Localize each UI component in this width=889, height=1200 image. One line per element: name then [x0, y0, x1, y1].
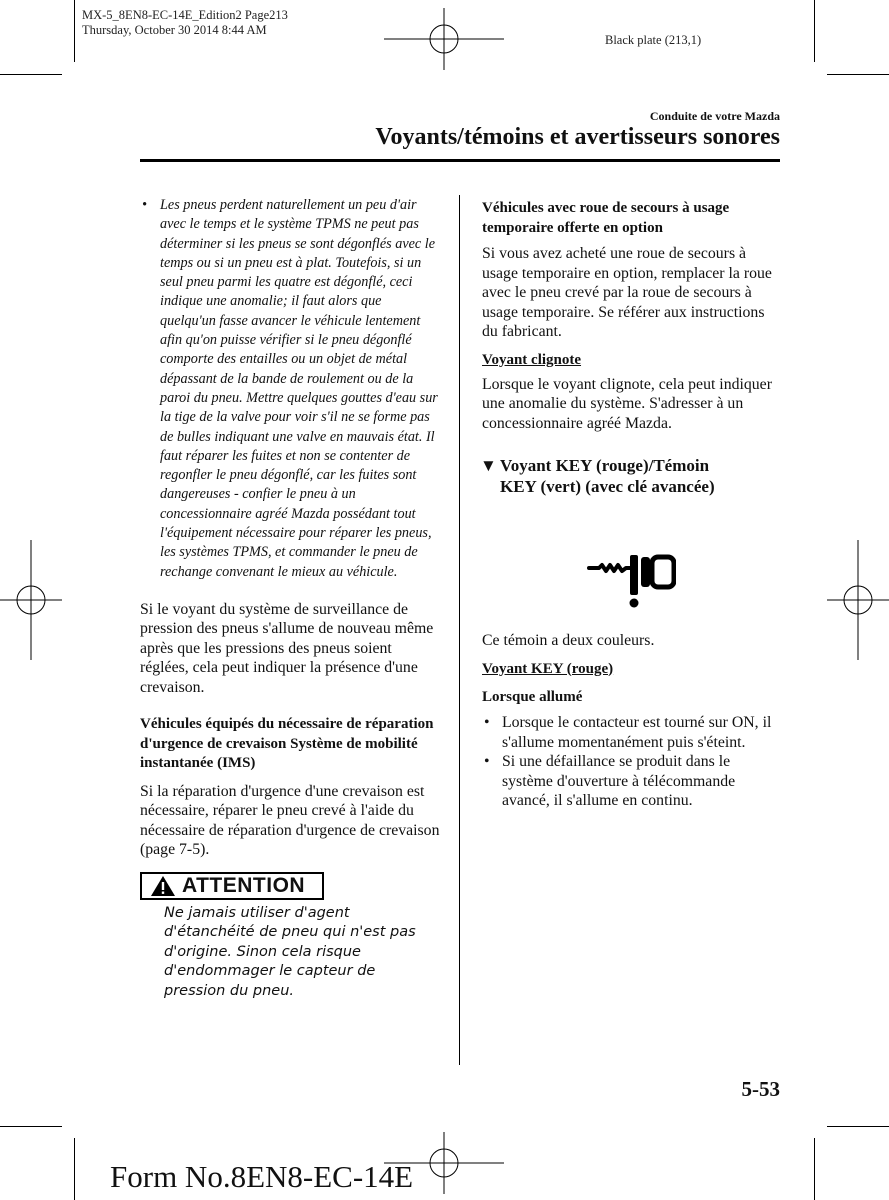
print-meta [82, 8, 288, 38]
page-title: Voyants/témoins et avertisseurs sonores [375, 124, 780, 150]
key-behaviour-list [482, 713, 782, 811]
column-divider [459, 195, 460, 1065]
right-column [482, 199, 782, 811]
crop-mark [74, 1138, 75, 1200]
registration-mark-right [827, 540, 889, 660]
crop-mark [74, 0, 75, 62]
tpms-note-list [140, 196, 440, 582]
header-rule [140, 159, 780, 162]
spare-paragraph: Si vous avez acheté une roue de secours à usage temporaire en option, remplacer la roue avec le pneu crevé par la roue de secours à usage temporaire. Se référer aux instructions du fabricant. [482, 245, 772, 340]
spare-heading: Véhicules avec roue de secours à usage temporaire offerte en option [482, 200, 730, 236]
when-on-subheading: Lorsque allumé [482, 688, 583, 705]
ims-paragraph: Si la réparation d'urgence d'une crevaison est nécessaire, réparer le pneu crevé à l'aide du nécessaire de réparation d'urgence de crevaison (page 7-5). [140, 782, 440, 859]
registration-mark-left [0, 540, 62, 660]
key-heading-line2: KEY (vert) (avec clé avancée) [500, 477, 715, 496]
ims-heading: Véhicules équipés du nécessaire de réparation d'urgence de crevaison Système de mobilité instantanée (IMS) [140, 716, 434, 772]
crop-mark [814, 1138, 815, 1200]
key-heading-line1: Voyant KEY (rouge)/Témoin [500, 456, 710, 475]
crop-mark [0, 1126, 62, 1127]
section-triangle-marker: ▼ [480, 456, 497, 475]
print-meta-date: Thursday, October 30 2014 8:44 AM [82, 23, 267, 37]
tpms-paragraph: Si le voyant du système de surveillance de pression des pneus s'allume de nouveau même après que les pressions des pneus soient réglées, cela peut indiquer la présence d'une crevaison. [140, 600, 434, 696]
attention-label: ATTENTION [182, 873, 306, 897]
registration-mark-top [384, 8, 504, 70]
attention-box [140, 872, 324, 900]
blink-paragraph: Lorsque le voyant clignote, cela peut indiquer une anomalie du système. S'adresser à un concessionnaire agréé Mazda. [482, 375, 772, 432]
crop-mark [814, 0, 815, 62]
attention-text: Ne jamais utiliser d'agent d'étanchéité de pneu qui n'est pas d'origine. Sinon cela risque d'endommager le capteur de pression du pneu. [164, 904, 416, 999]
left-column [140, 196, 440, 1001]
crop-mark [827, 74, 889, 75]
warning-triangle-icon [150, 875, 176, 897]
crop-mark [827, 1126, 889, 1127]
key-icon-wrap [482, 497, 782, 631]
tpms-note: • Les pneus perdent naturellement un peu d'air avec le temps et le système TPMS ne peut pas déterminer si les pneus se sont dégonflés avec le temps ou si un pneu est à plat. Toutefois, si un seul pneu parmi les quatre est dégonflé, ceci indique une anomalie; il faut alors que quelqu'un fasse avancer le véhicule lentement afin qu'on puisse vérifier si le pneu dégonflé comporte des entailles ou un objet de métal dépassant de la bande de roulement ou de la paroi du pneu. Mettre quelques gouttes d'eau sur la tige de la valve pour voir s'il ne se forme pas de bulles indiquant une valve en mauvais état. Il faut réparer les fuites et non se contenter de regonfler le pneu dégonflé, car les fuites sont dangereuses - confier le pneu à un concessionnaire agréé Mazda possédant tout l'équipement nécessaire pour réparer les pneus, les systèmes TPMS, et commander le pneu de rechange convenant le mieux au véhicule. [140, 196, 440, 582]
section-label: Conduite de votre Mazda [649, 109, 780, 123]
form-number: Form No.8EN8-EC-14E [110, 1159, 414, 1194]
list-item: • Si une défaillance se produit dans le système d'ouverture à télécommande avancé, il s'allume en continu. [482, 752, 782, 811]
key-section-heading [480, 455, 782, 497]
blink-subheading: Voyant clignote [482, 351, 582, 368]
red-key-subheading: Voyant KEY (rouge) [482, 660, 614, 677]
key-warning-icon [586, 543, 676, 617]
list-item: • Lorsque le contacteur est tourné sur ON, il s'allume momentanément puis s'éteint. [482, 713, 782, 752]
plate-label: Black plate (213,1) [605, 33, 702, 47]
crop-mark [0, 74, 62, 75]
page-number: 5-53 [741, 1077, 780, 1101]
print-meta-file: MX-5_8EN8-EC-14E_Edition2 Page213 [82, 8, 288, 22]
two-colors-paragraph: Ce témoin a deux couleurs. [482, 632, 655, 649]
